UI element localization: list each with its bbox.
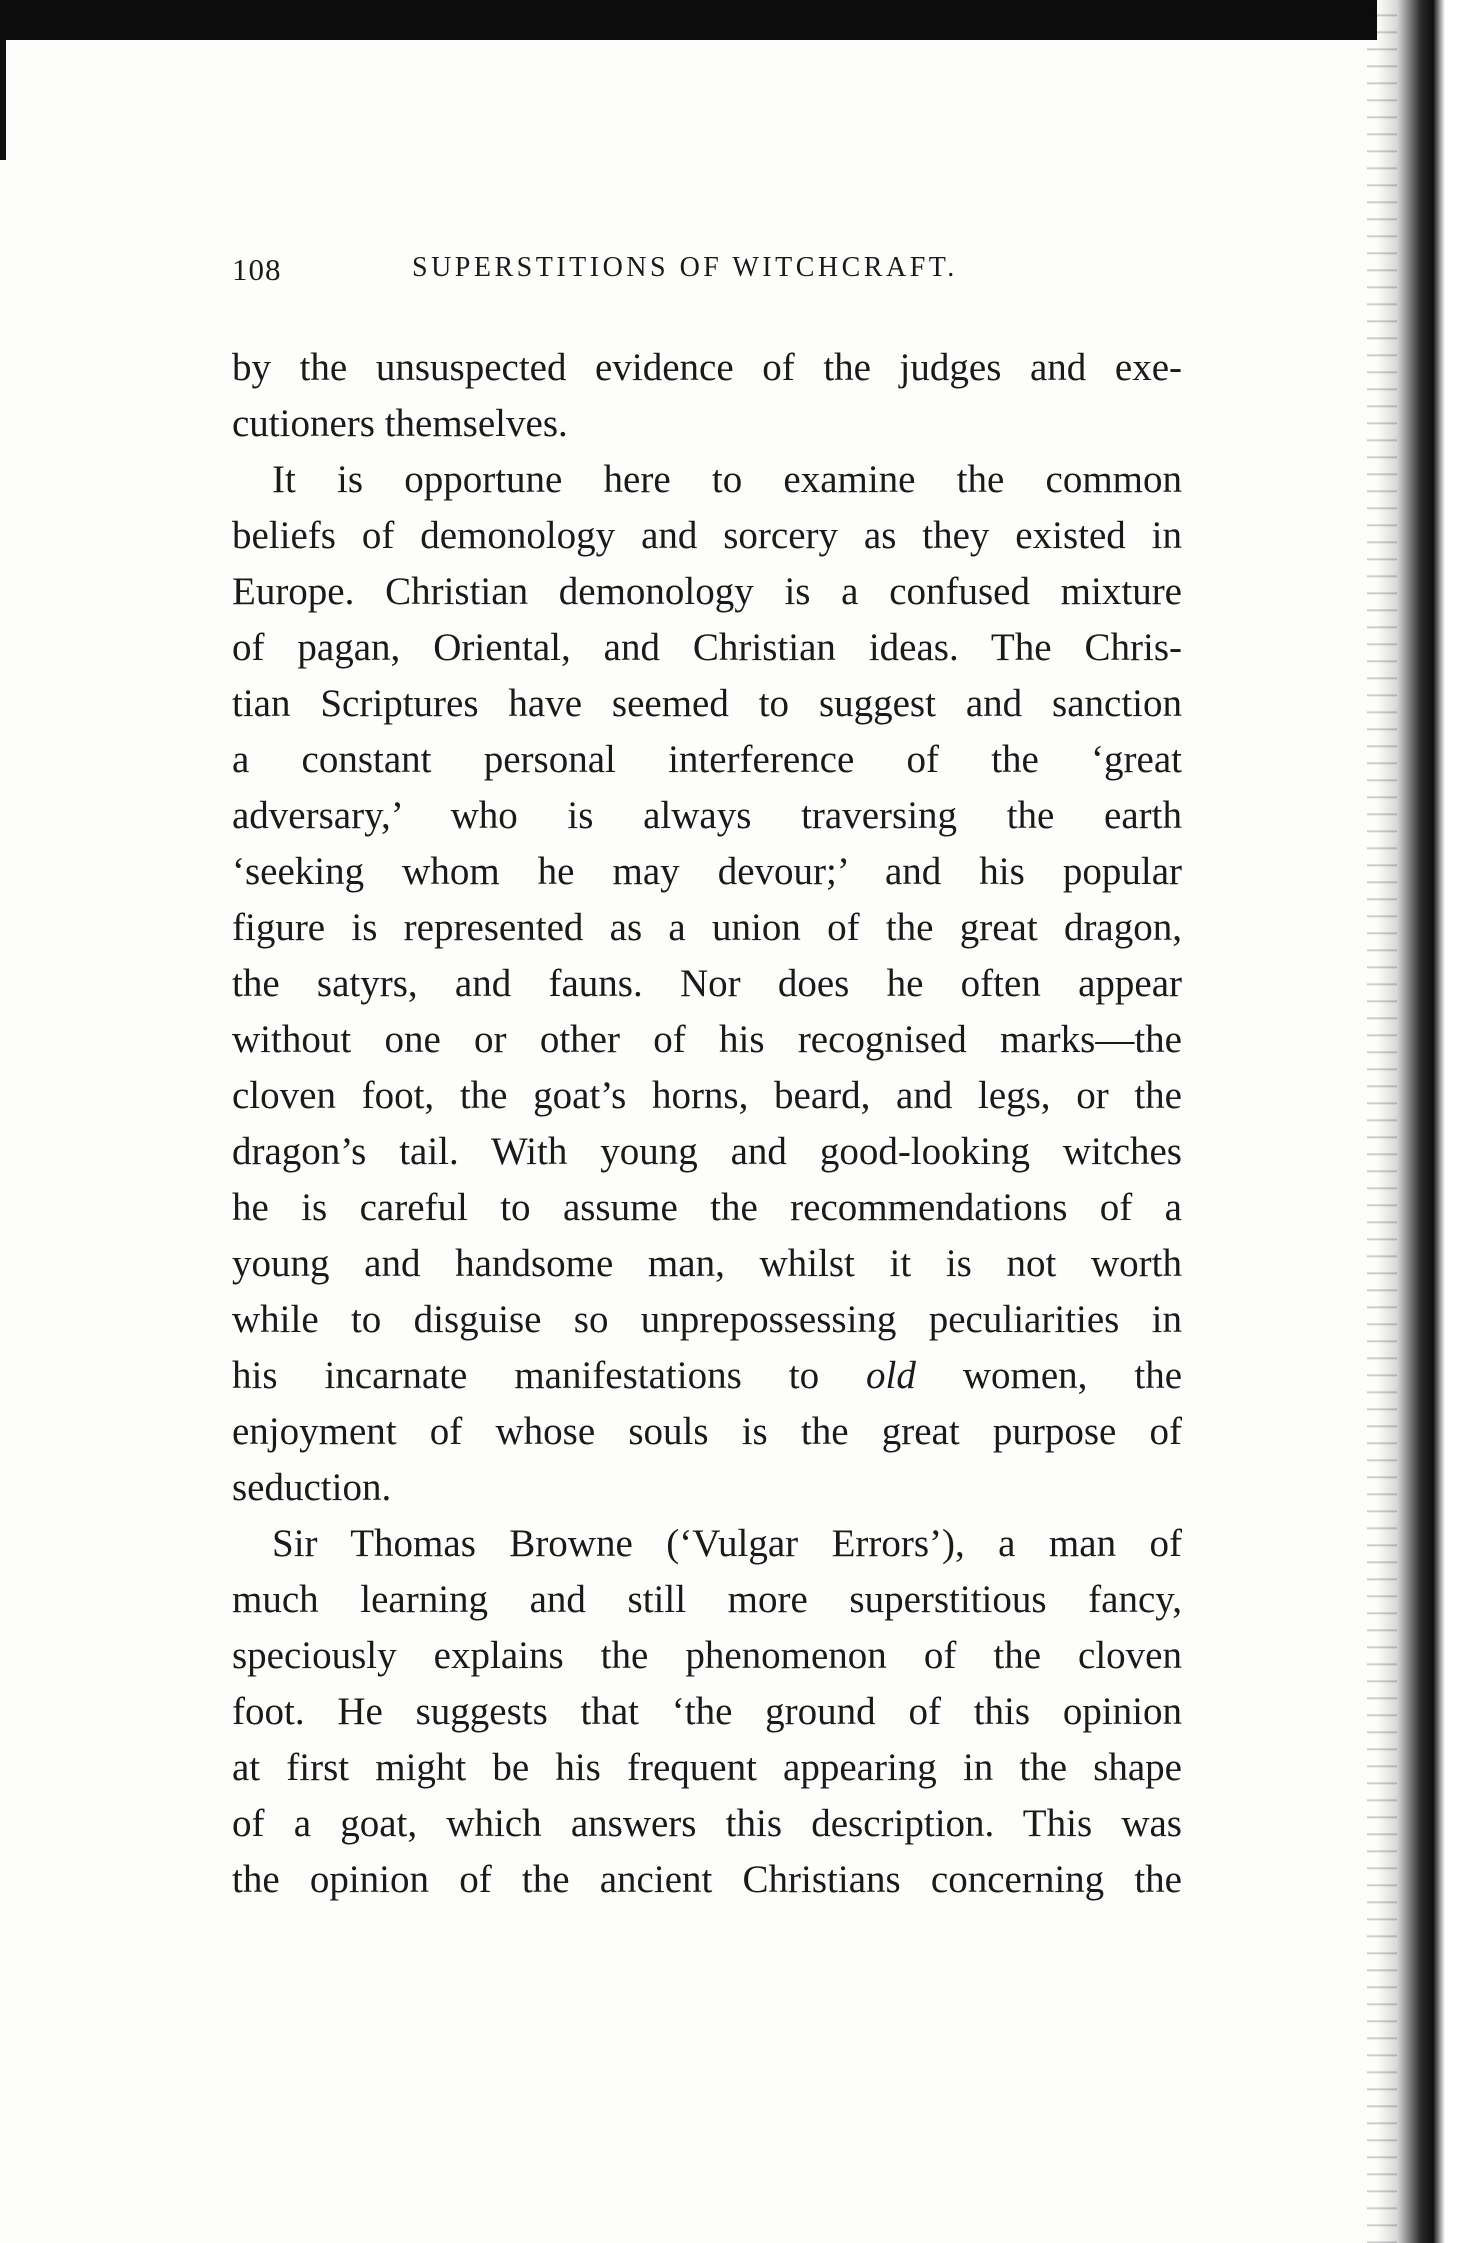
text-line: adversary,’ who is always traversing the earth [232, 794, 1182, 837]
text-line: Sir Thomas Browne (‘Vulgar Errors’), a man of [272, 1522, 1182, 1565]
italic-word: old [866, 1354, 916, 1397]
body-text [232, 340, 1182, 1908]
text-line: Europe. Christian demonology is a confused mixture [232, 570, 1182, 613]
text-line: cutioners themselves. [232, 402, 568, 445]
text-line: the satyrs, and fauns. Nor does he often appear [232, 962, 1182, 1005]
text-line: speciously explains the phenomenon of the cloven [232, 1634, 1182, 1677]
text-line: by the unsuspected evidence of the judges and exe- [232, 346, 1182, 389]
text-line: young and handsome man, whilst it is not worth [232, 1242, 1182, 1285]
text-line: without one or other of his recognised marks—the [232, 1018, 1182, 1061]
text-line: a constant personal interference of the ‘great [232, 738, 1182, 781]
text-line: while to disguise so unprepossessing peculiarities in [232, 1298, 1182, 1341]
text-line: much learning and still more superstitious fancy, [232, 1578, 1182, 1621]
text-line: he is careful to assume the recommendations of a [232, 1186, 1182, 1229]
scan-binding-speckle [1367, 0, 1397, 2243]
text-line: ‘seeking whom he may devour;’ and his popular [232, 850, 1182, 893]
text-line: figure is represented as a union of the great dragon, [232, 906, 1182, 949]
text-line: foot. He suggests that ‘the ground of this opinion [232, 1690, 1182, 1733]
text-line: beliefs of demonology and sorcery as they existed in [232, 514, 1182, 557]
text-line: seduction. [232, 1466, 392, 1509]
text-segment: his incarnate manifestations to [232, 1354, 820, 1397]
text-line: of a goat, which answers this description. This was [232, 1802, 1182, 1845]
text-line: cloven foot, the goat’s horns, beard, and legs, or the [232, 1074, 1182, 1117]
scan-left-edge [0, 40, 6, 160]
text-line: tian Scriptures have seemed to suggest and sanction [232, 682, 1182, 725]
text-segment: women, the [962, 1354, 1183, 1397]
text-line: the opinion of the ancient Christians concerning the [232, 1858, 1182, 1901]
running-head: SUPERSTITIONS OF WITCHCRAFT. [412, 252, 958, 283]
page-number: 108 [232, 252, 282, 287]
page-header [232, 252, 1182, 292]
text-line: of pagan, Oriental, and Christian ideas. The Chris- [232, 626, 1182, 669]
text-line: It is opportune here to examine the common [272, 458, 1182, 501]
text-line: enjoyment of whose souls is the great purpose of [232, 1410, 1182, 1453]
scan-top-edge [0, 0, 1457, 40]
text-line: at first might be his frequent appearing in the shape [232, 1746, 1182, 1789]
text-line-with-italic [232, 1348, 1182, 1404]
text-line: dragon’s tail. With young and good-looking witches [232, 1130, 1182, 1173]
